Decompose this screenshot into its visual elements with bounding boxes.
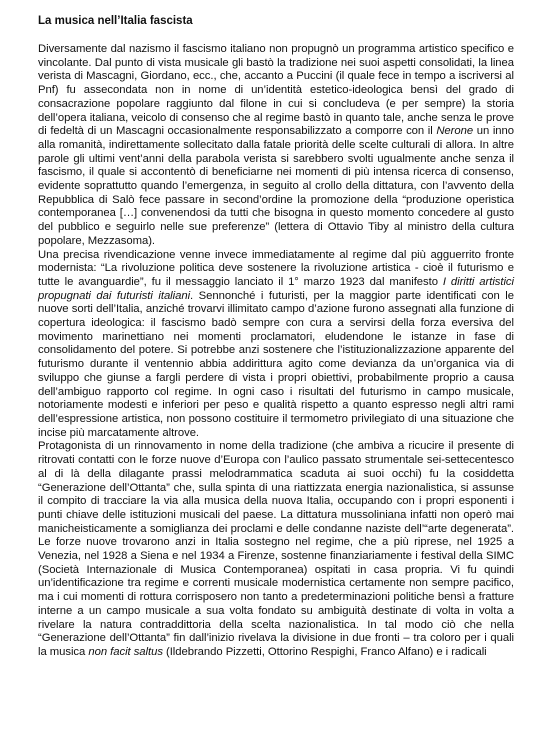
paragraph-futurism-text-a: Una precisa rivendicazione venne invece immediatamente al regime dal più agguerrito fronte modernista: “La rivoluzione politica deve sostenere la rivoluzione artistica - cioè il futurismo e tutte le avanguardie”, fu il messaggio lanciato il 1° marzo 1923 dal manifesto	[38, 248, 514, 288]
document-title: La musica nell’Italia fascista	[38, 15, 193, 27]
paragraph-generazione-text-a: Protagonista di un rinnovamento in nome della tradizione (che ambiva a ricucire il presente di ritrovati contatti con le forze nuove d’Europa con l’aulico passato strumentale sei-settecentesco al di là della dilagante prassi melodrammatica scaduta ai suoi occhi) fu la cosiddetta “Generazione dell’Ottanta” che, sulla spinta di una riattizzata energia nazionalistica, si assunse il compito di tracciare la via alla musica della nuova Italia, occupando con i propri esponenti i punti chiave delle istituzioni musicali del paese. La dittatura mussoliniana infatti non operò mai manicheisticamente a somiglianza dei proclami e delle condanne naziste dell’“arte degenerata”. Le forze nuove trovarono anzi in Italia sostegno nel regime, che a più riprese, nel 1925 a Venezia, nel 1928 a Siena e nel 1934 a Firenze, sostenne finanziariamente i festival della SIMC (Società Internazionale di Musica Contemporanea) ospitati in casa propria. Vi fu quindi un’identificazione tra regime e correnti musicale modernistica certamente non sempre pacifico, ma i cui momenti di rottura corrisposero non tanto a predeterminazioni politiche bensì a fratture interne a un campo musicale a sua volta fondato su ambiguità destinate di volta in volta a rivelare la natura contraddittoria della scelta nazionalistica. In tal modo ciò che nella “Generazione dell’Ottanta” fin dall’inizio rivelava la divisione in due fronti – tra coloro per i quali la musica	[38, 440, 514, 658]
paragraph-futurism	[38, 249, 514, 441]
paragraph-futurism-text-c: . Sennonché i futuristi, per la maggior parte identificati con le nuove sorti dell’Italia, anziché trovarvi illimitato campo d’azione furono assegnati alla funzione di copertura ideologica: il fascismo badò sempre con cura a servirsi della forza eversiva del movimento marinettiano nei momenti proclamatori, eludendone le istanze in fase di consolidamento del potere. Si potrebbe anzi sostenere che l’istituzionalizzazione apparente del futurismo durante il ventennio abbia addirittura agito come devianza da un’organica via di sviluppo che giunse a fargli perdere di vista i propri obiettivi, probabilmente proprio a causa dell’ambiguo rapporto col regime. In ogni caso i risultati del futurismo in campo musicale, notoriamente modesti e inferiori per peso e qualità rispetto a quanto espresso negli altri rami dell’espressione artistica, non possono costituire il termometro privilegiato di una situazione che incise più marcatamente altrove.	[38, 289, 514, 439]
paragraph-generazione-text-c: (Ildebrando Pizzetti, Ottorino Respighi, Franco Alfano) e i radicali	[162, 645, 487, 658]
paragraph-generazione-italic-latin: non facit saltus	[88, 645, 163, 658]
paragraph-futurism-italic-manifesto: I diritti artistici propugnati dai futuristi italiani	[38, 275, 514, 302]
paragraph-intro	[38, 43, 514, 249]
paragraph-intro-text-a: Diversamente dal nazismo il fascismo italiano non propugnò un programma artistico specifico e vincolante. Dal punto di vista musicale gli bastò la tradizione nei suoi aspetti consolidati, la linea verista di Mascagni, Giordano, ecc., che, accanto a Puccini (il quale fece in tempo a iscriversi al Pnf) fu assecondata non in nome di un’identità estetico-ideologica bensì del grado di consacrazione popolare raggiunto dal filone in cui si concludeva (e per sempre) la storia dell’opera italiana, veicolo di consenso che al regime bastò in quanto tale, anche senza le prove di fedeltà di un Mascagni occasionalmente responsabilizzato a comporre con il	[38, 43, 514, 138]
document-page	[38, 14, 514, 660]
paragraph-generazione	[38, 440, 514, 659]
paragraph-intro-text-c: un inno alla romanità, indirettamente sollecitato dalla fatale priorità delle scelte culturali di allora. In altre parole gli ultimi vent’anni della parabola verista si sarebbero svolti ugualmente anche senza il fascismo, il quale si accontentò di beneficiarne nei momenti di più intensa ricerca di consenso, evidente soprattutto quando l’emergenza, in seguito al crollo della dittatura, con l’avvento della Repubblica di Salò fece passare in second’ordine la promozione della “produzione operistica contemporanea […] convenendosi da tutti che bisogna in questo momento concedere al gusto del pubblico e seguirlo nelle sue preferenze” (lettera di Ottavio Tiby al ministro della cultura popolare, Mezzasoma).	[38, 125, 514, 247]
paragraph-intro-italic-nerone: Nerone	[436, 125, 474, 138]
